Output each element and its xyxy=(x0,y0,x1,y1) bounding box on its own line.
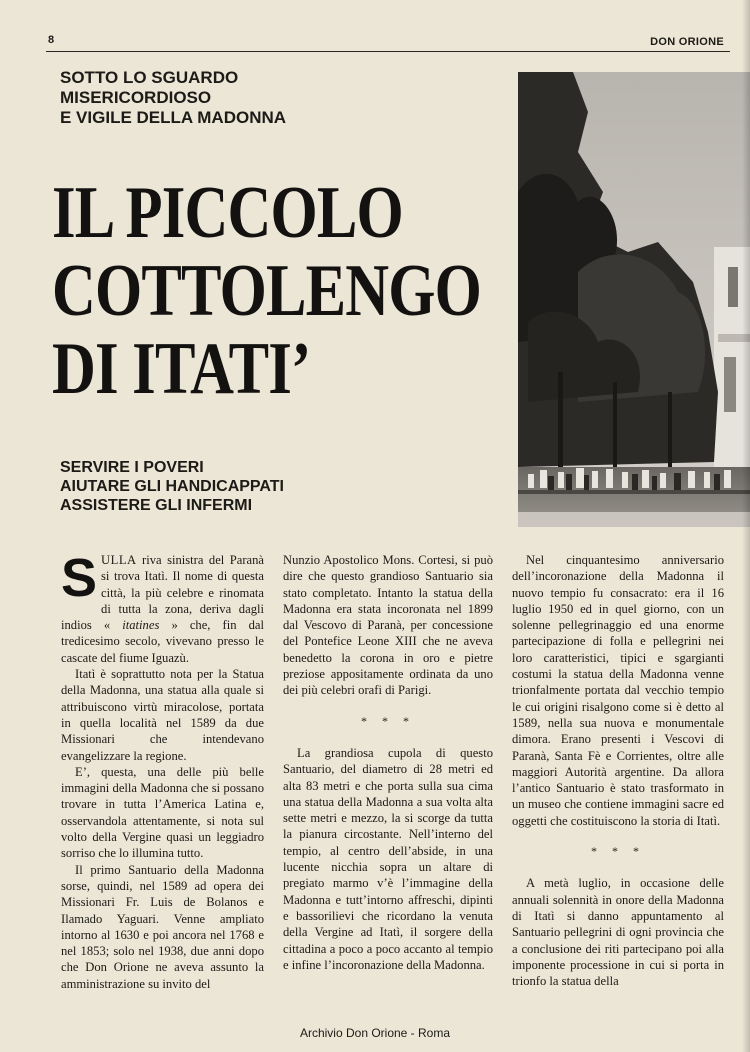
page-number: 8 xyxy=(48,34,55,46)
paragraph: A metà luglio, in occasione delle annuali solennità in onore della Madonna di Itatì si danno appuntamento al Santuario pellegrini di ogni provincia che a conclusione dei riti partecipano poi alla imponente processione in cui si porta in trionfo la statua della xyxy=(512,876,724,989)
lead-caps: ULLA xyxy=(101,553,137,567)
photo-illustration xyxy=(518,72,750,527)
sanctuary-photo xyxy=(518,72,750,527)
title-line: COTTOLENGO xyxy=(52,250,482,332)
paragraph: La grandiosa cupola di questo Santuario, del diametro di 28 metri ed alta 83 metri e che porta sulla sua cima una statua della Madonna a sua volta alta sette metri e mezzo, la si scorge da tutta la pianura circostante. Nell’interno del tempio, al centro dell’abside, in una lucente nicchia sopra un altare di pregiato marmo v’è l’immagine della Madonna e tutt’intorno affreschi, dipinti e bassorilievi che ricordano la venuta della Vergine ad Itatì, il sorgere della cittadina a poco a poco accanto al tempio e infine l’incoronazione della Madonna. xyxy=(283,745,493,972)
paragraph: Il primo Santuario della Madonna sorse, quindi, nel 1589 ad opera dei Missionari Fr. Luis de Bolanos e Ilamado Yaguari. Venne ampliato intorno al 1630 e poi ancora nel 1768 e nel 1853; solo nel 1938, due anni dopo che Don Orione ne aveva assunto la amministrazione su invito del xyxy=(61,862,264,991)
header-rule xyxy=(46,51,730,52)
kicker xyxy=(60,68,440,128)
paragraph: Nunzio Apostolico Mons. Cortesi, si può dire che questo grandioso Santuario sia stato completato. Intanto la statua della Madonna era stata incoronata nel 1899 dal Vescovo di Paranà, per concessione del Pontefice Leone XIII che ne aveva benedetto la corona in oro e pietre preziose appositamente ordinata da uno dei più celebri orafi di Parigi. xyxy=(283,553,493,698)
paragraph xyxy=(61,548,264,666)
article-column-1 xyxy=(61,548,264,992)
article-title xyxy=(52,172,482,410)
archive-footer: Archivio Don Orione - Roma xyxy=(299,1026,451,1040)
paragraph: E’, questa, una delle più belle immagini della Madonna che si possano trovare in tutta l’America Latina e, osservandola attentamente, si nota sul volto della Vergine quasi un leggiadro sorriso che lo illumina tutto. xyxy=(61,764,264,861)
title-line: IL PICCOLO xyxy=(52,172,403,254)
kicker-line: E VIGILE DELLA MADONNA xyxy=(60,108,287,127)
kicker-line: MISERICORDIOSO xyxy=(60,88,212,107)
paragraph-text: riva sinistra del Paranà si trova Itatì. Il nome di questa città, la più celebre e rinomata di tutta la zona, deriva dagli indios « xyxy=(61,553,264,633)
subtitle-line: AIUTARE GLI HANDICAPPATI xyxy=(60,478,284,495)
paragraph-text: » che, fin dal tredicesimo secolo, vivevano presso le cascate del fiume Iguazù. xyxy=(61,618,264,665)
subtitle-line: SERVIRE I POVERI xyxy=(60,459,204,476)
drop-cap: S xyxy=(61,548,98,608)
kicker-line: SOTTO LO SGUARDO xyxy=(60,68,239,87)
article-column-3 xyxy=(512,552,724,989)
section-separator: * * * xyxy=(591,844,645,859)
magazine-name: DON ORIONE xyxy=(650,36,724,48)
subtitle-line: ASSISTERE GLI INFERMI xyxy=(60,497,253,514)
paragraph: Itatì è soprattutto nota per la Statua della Madonna, una statua alla quale si attribuiscono virtù miracolose, portata in quella località nel 1589 da due Missionari che intendevano evangelizzare la regione. xyxy=(61,667,264,763)
article-column-2 xyxy=(283,552,493,973)
subtitle xyxy=(60,458,460,515)
title-line: DI ITATI’ xyxy=(52,328,311,410)
paragraph: Nel cinquantesimo anniversario dell’incoronazione della Madonna il nuovo tempio fu consacrato: era il 16 luglio 1950 ed in quel giorno, con un solenne pellegrinaggio ed una enorme partecipazione di folla e pellegrini nei loro caratteristici, tipici e sgargianti costumi la statua della Madonna venne trionfalmente portata dal vecchio tempio le cui origini risalgono come si è detto al 1589, nella sua nuova e monumentale dimora. Erano presenti i Vescovi di Paranà, Santa Fè e Corrientes, oltre alle maggiori Autorità argentine. Da allora l’antico Santuario è stato trasformato in un museo che contiene immagini sacre ed oggetti che costituiscono la storia di Itatì. xyxy=(512,553,724,828)
section-separator: * * * xyxy=(361,713,415,728)
italic-term: itatines xyxy=(122,618,160,633)
page-edge-shadow xyxy=(742,0,750,1052)
